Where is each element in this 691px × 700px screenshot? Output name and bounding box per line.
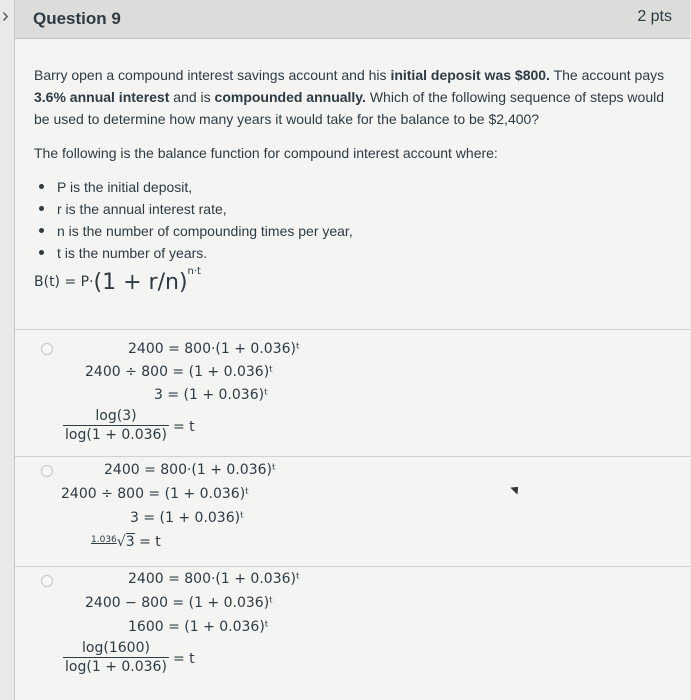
option-3-line-1: 2400 = 800·(1 + 0.036)ᵗ [128, 571, 301, 587]
root-index: 1.036 [91, 535, 117, 545]
option-divider [15, 329, 690, 330]
variable-list [35, 176, 353, 264]
question-text-bold: compounded annually. [214, 89, 366, 105]
question-header [15, 0, 690, 39]
fraction-denominator: log(1 + 0.036) [65, 659, 167, 675]
option-3-result: = t [173, 651, 195, 667]
question-text-bold: 3.6% annual interest [34, 89, 170, 105]
fraction-denominator: log(1 + 0.036) [65, 427, 167, 443]
option-divider [15, 456, 690, 457]
option-2-line-3: 3 = (1 + 0.036)ᵗ [130, 510, 245, 526]
option-3-radio[interactable] [41, 575, 53, 587]
list-item: P is the initial deposit, [35, 176, 353, 198]
list-item: n is the number of compounding times per year, [35, 220, 353, 242]
option-divider [15, 566, 690, 567]
radical-icon: √ [116, 534, 126, 550]
option-2-line-1: 2400 = 800·(1 + 0.036)ᵗ [104, 462, 277, 478]
collapse-chevron-icon[interactable]: › [2, 5, 9, 27]
balance-formula [34, 266, 201, 295]
option-1-fraction [63, 408, 169, 443]
fraction-bar [63, 657, 169, 658]
formula-exponent: n·t [187, 266, 201, 278]
question-text-part: Which of the following sequence of steps would be used to determine how many years it would take for the balance to be $2,400? [34, 89, 665, 127]
question-card [14, 0, 690, 700]
question-text [34, 64, 674, 130]
formula-body: (1 + r/n) [93, 270, 188, 295]
option-1-result: = t [173, 419, 195, 435]
option-3-line-3: 1600 = (1 + 0.036)ᵗ [128, 619, 269, 635]
option-1-line-1: 2400 = 800·(1 + 0.036)ᵗ [128, 341, 301, 357]
question-text-part: The account pays [549, 67, 665, 83]
fraction-numerator: log(1600) [82, 640, 150, 656]
option-1-radio[interactable] [41, 343, 53, 355]
option-2-root [91, 534, 161, 550]
option-2-result: = t [139, 534, 161, 550]
option-3-line-2: 2400 − 800 = (1 + 0.036)ᵗ [85, 595, 274, 611]
question-title: Question 9 [33, 9, 121, 28]
root-argument: 3 [125, 534, 135, 550]
option-1-line-3: 3 = (1 + 0.036)ᵗ [154, 387, 269, 403]
question-text-bold: initial deposit was $800. [390, 67, 550, 83]
option-3-fraction [63, 640, 169, 675]
list-item: r is the annual interest rate, [35, 198, 353, 220]
list-item: t is the number of years. [35, 242, 353, 264]
question-text-part: Barry open a compound interest savings account and his [34, 67, 391, 83]
option-2-radio[interactable] [41, 465, 53, 477]
option-2-line-2: 2400 ÷ 800 = (1 + 0.036)ᵗ [61, 486, 250, 502]
question-text-part: and is [169, 89, 215, 105]
fraction-numerator: log(3) [95, 408, 137, 424]
option-1-line-2: 2400 ÷ 800 = (1 + 0.036)ᵗ [85, 364, 274, 380]
formula-lhs: B(t) = P· [34, 274, 94, 290]
formula-intro: The following is the balance function for compound interest account where: [34, 145, 498, 161]
question-points: 2 pts [637, 8, 672, 25]
fraction-bar [63, 425, 169, 426]
